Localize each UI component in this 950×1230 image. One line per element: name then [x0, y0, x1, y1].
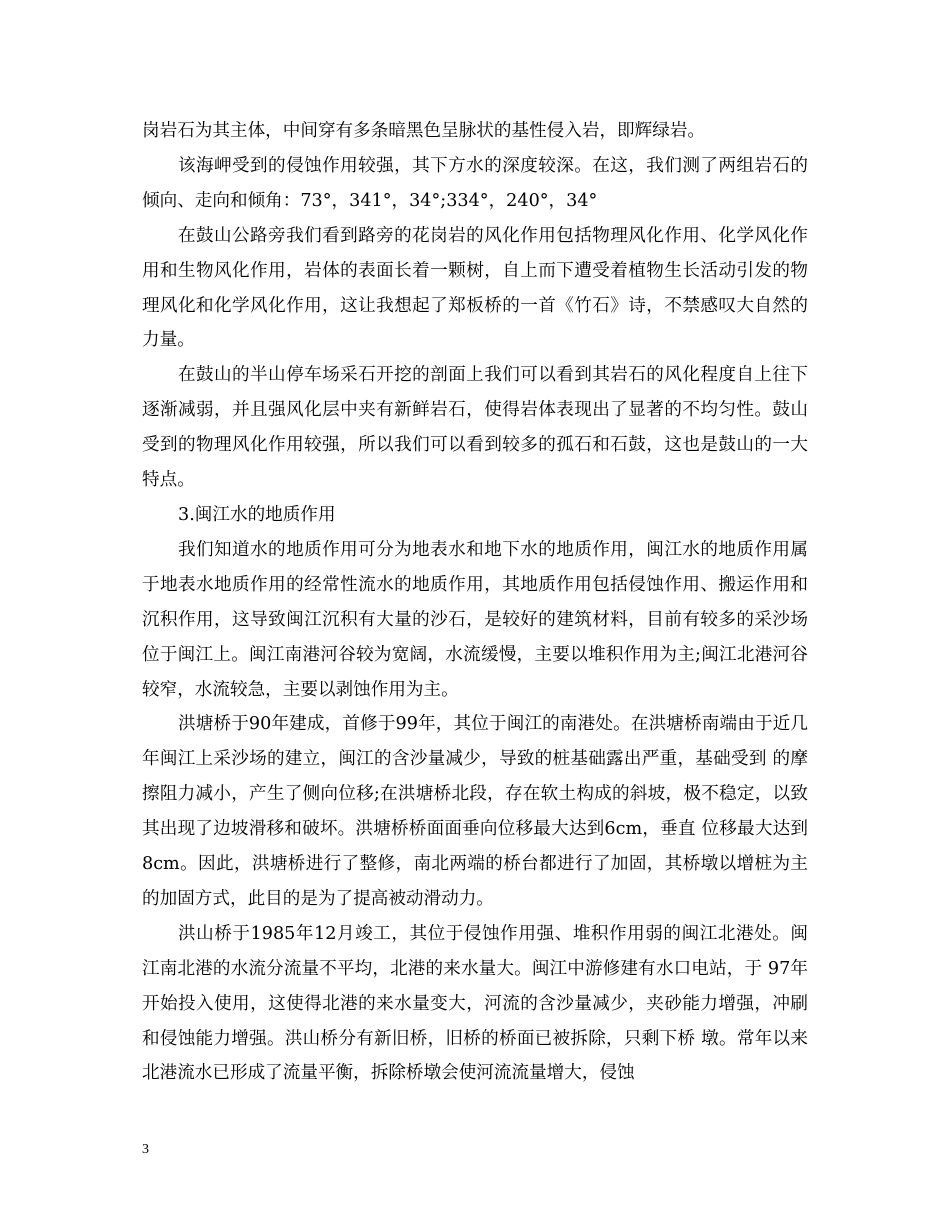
paragraph-water-geological-action: 我们知道水的地质作用可分为地表水和地下水的地质作用，闽江水的地质作用属于地表水地质作用的经常性流水的地质作用，其地质作用包括侵蚀作用、搬运作用和沉积作用，这导致闽江沉积有大量的沙石，是较好的建筑材料，目前有较多的采沙场位于闽江上。闽江南港河谷较为宽阔，水流缓慢，主要以堆积作用为主;闽江北港河谷较窄，水流较急，主要以剥蚀作用为主。 — [142, 539, 808, 700]
paragraph-hongtang-bridge: 洪塘桥于90年建成，首修于99年，其位于闽江的南港处。在洪塘桥南端由于近几年闽江上采沙场的建立，闽江的含沙量减少，导致的桩基础露出严重，基础受到 的摩擦阻力减小，产生了侧向位移;在洪塘桥北段，存在软土构成的斜坡，极不稳定，以致其出现了边坡滑移和破坏。洪塘桥桥面面垂向位移最大达到6cm，垂直 位移最大达到8cm。因此，洪塘桥进行了整修，南北两端的桥台都进行了加固，其桥墩以增桩为主的加固方式，此目的是为了提高被动滑动力。 — [142, 714, 808, 909]
paragraph-hongshan-bridge: 洪山桥于1985年12月竣工，其位于侵蚀作用强、堆积作用弱的闽江北港处。闽江南北港的水流分流量不平均，北港的来水量大。闽江中游修建有水口电站，于 97年开始投入使用，这使得北港的来水量变大，河流的含沙量减少，夹砂能力增强，冲刷和侵蚀能力增强。洪山桥分有新旧桥，旧桥的桥面已被拆除，只剩下桥 墩。常年以来北港流水已形成了流量平衡，拆除桥墩会使河流流量增大，侵蚀 — [142, 923, 808, 1084]
paragraph-headland-erosion: 该海岬受到的侵蚀作用较强，其下方水的深度较深。在这，我们测了两组岩石的倾向、走向和倾角：73°，341°，34°;334°，240°，34° — [142, 155, 808, 211]
paragraph-gushan-quarry-profile: 在鼓山的半山停车场采石开挖的剖面上我们可以看到其岩石的风化程度自上往下逐渐减弱，并且强风化层中夹有新鲜岩石，使得岩体表现出了显著的不均匀性。鼓山受到的物理风化作用较强，所以我们可以看到较多的孤石和石鼓，这也是鼓山的一大特点。 — [142, 365, 808, 491]
paragraph-continued: 岗岩石为其主体，中间穿有多条暗黑色呈脉状的基性侵入岩，即辉绿岩。 — [142, 121, 706, 141]
section-heading-minjiang-water: 3.闽江水的地质作用 — [178, 504, 336, 525]
paragraph-gushan-road-weathering: 在鼓山公路旁我们看到路旁的花岗岩的风化作用包括物理风化作用、化学风化作用和生物风化作用，岩体的表面长着一颗树，自上而下遭受着植物生长活动引发的物理风化和化学风化作用，这让我想起了郑板桥的一首《竹石》诗，不禁感叹大自然的力量。 — [142, 225, 808, 351]
page-number: 3 — [142, 1142, 149, 1157]
body-text — [142, 114, 808, 1091]
